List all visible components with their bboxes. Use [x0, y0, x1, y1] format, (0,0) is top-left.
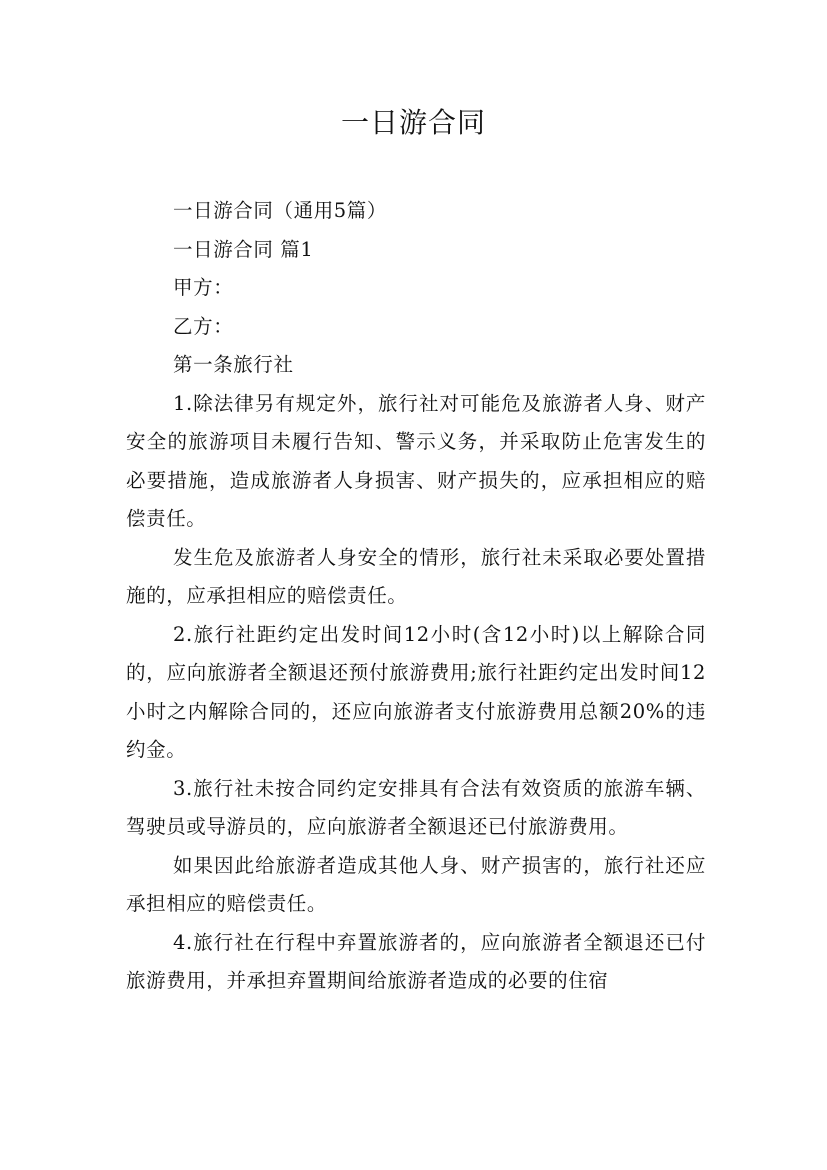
paragraph-party-a: 甲方：	[173, 276, 234, 299]
paragraph-chapter-heading: 一日游合同 篇1	[173, 237, 314, 261]
paragraph-party-b: 乙方：	[173, 314, 234, 338]
paragraph-article-1-heading: 第一条旅行社	[173, 353, 294, 376]
paragraph-clause-3: 3.旅行社未按合同约定安排具有合法有效资质的旅游车辆、驾驶员或导游员的，应向旅游者全额退还已付旅游费用。	[126, 776, 706, 838]
paragraph-clause-1-continued: 发生危及旅游者人身安全的情形，旅行社未采取必要处置措施的，应承担相应的赔偿责任。	[126, 545, 706, 607]
paragraph-clause-2: 2.旅行社距约定出发时间12小时(含12小时)以上解除合同的，应向旅游者全额退还预付旅游费用;旅行社距约定出发时间12小时之内解除合同的，还应向旅游者支付旅游费用总额20%的违约金。	[126, 622, 706, 761]
paragraph-clause-4: 4.旅行社在行程中弃置旅游者的，应向旅游者全额退还已付旅游费用，并承担弃置期间给旅游者造成的必要的住宿	[126, 930, 706, 992]
document-title: 一日游合同	[340, 106, 486, 139]
paragraph-clause-1: 1.除法律另有规定外，旅行社对可能危及旅游者人身、财产安全的旅游项目未履行告知、警示义务，并采取防止危害发生的必要措施，造成旅游者人身损害、财产损失的，应承担相应的赔偿责任。	[126, 391, 706, 530]
document-body	[126, 192, 706, 1001]
paragraph-clause-3-continued: 如果因此给旅游者造成其他人身、财产损害的，旅行社还应承担相应的赔偿责任。	[126, 853, 706, 915]
paragraph-subtitle: 一日游合同（通用5篇）	[173, 199, 388, 222]
